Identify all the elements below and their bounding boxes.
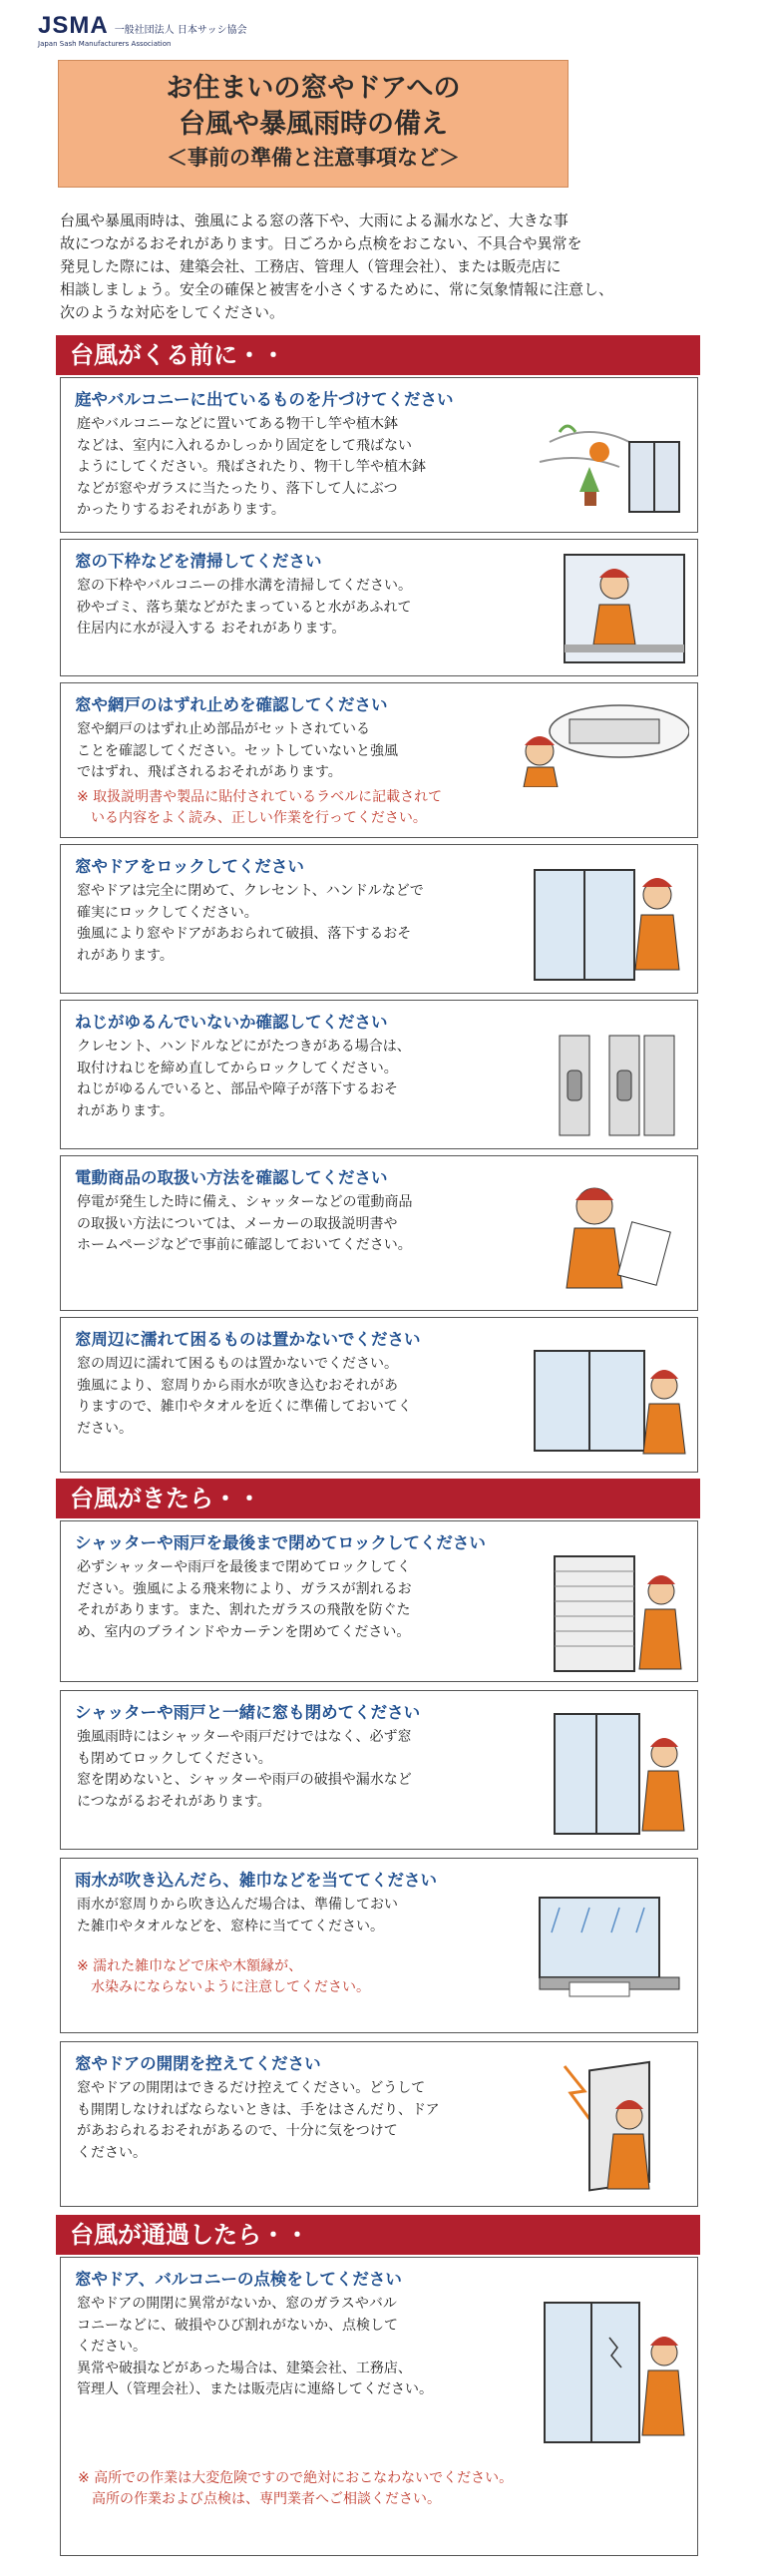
card-title: 窓やドアをロックしてください xyxy=(75,857,304,876)
card-title: シャッターや雨戸と一緒に窓も閉めてください xyxy=(75,1703,421,1722)
lock-window-illustration xyxy=(530,865,689,985)
org-name-en: Japan Sash Manufacturers Association xyxy=(38,40,172,48)
card-body xyxy=(77,414,426,522)
window-towel-illustration xyxy=(530,1346,689,1466)
final-note-line: 高所の作業および点検は、専門業者へご相談ください。 xyxy=(92,2491,441,2507)
title-line3: ＜事前の準備と注意事項など＞ xyxy=(167,146,460,170)
flying-plant-illustration xyxy=(530,412,689,528)
card-title: 窓や網戸のはずれ止めを確認してください xyxy=(75,695,388,714)
card-title: 電動商品の取扱い方法を確認してください xyxy=(75,1168,388,1187)
card-line: れがあります。 xyxy=(77,947,174,964)
card-line: 窓やドアの開閉はできるだけ控えてください。どうして xyxy=(77,2080,426,2096)
card-line: コニーなどに、破損やひび割れがないか、点検して xyxy=(77,2317,398,2334)
card-line: 庭やバルコニーなどに置いてある物干し竿や植木鉢 xyxy=(77,416,398,432)
card-electric-products xyxy=(60,1155,698,1311)
card-title: 窓やドア、バルコニーの点検をしてください xyxy=(75,2270,402,2289)
card-line: も閉めてロックしてください。 xyxy=(77,1750,272,1767)
card-wet-items xyxy=(60,1317,698,1473)
card-line: 窓や網戸のはずれ止め部品がセットされている xyxy=(77,721,370,737)
card-line: ださい。強風による飛来物により、ガラスが割れるお xyxy=(77,1580,412,1597)
card-line: 管理人（管理会社）、または販売店に連絡してください。 xyxy=(77,2381,433,2397)
intro-line: 次のような対応をしてください。 xyxy=(60,303,285,321)
note-line: ※ 取扱説明書や製品に貼付されているラベルに記載されて xyxy=(77,789,443,805)
card-line: ください。 xyxy=(77,2339,147,2355)
card-line: 異常や破損などがあった場合は、建築会社、工務店、 xyxy=(77,2360,412,2376)
final-note xyxy=(78,2468,686,2510)
intro-paragraph xyxy=(60,210,698,324)
card-check-screws xyxy=(60,1000,698,1149)
inspection-illustration xyxy=(540,2298,689,2447)
card-close-windows-too xyxy=(60,1690,698,1850)
card-line: の取扱い方法については、メーカーの取扱説明書や xyxy=(77,1215,398,1232)
card-body xyxy=(77,1895,398,1937)
card-line: 強風により窓やドアがあおられて破損、落下するおそ xyxy=(77,926,412,942)
card-line: ようにしてください。飛ばされたり、物干し竿や植木鉢 xyxy=(77,459,426,475)
screw-handle-illustration xyxy=(550,1031,689,1140)
card-line: があおられるおそれがあるので、十分に気をつけて xyxy=(77,2123,398,2139)
card-title: シャッターや雨戸を最後まで閉めてロックしてください xyxy=(75,1533,486,1552)
card-body xyxy=(77,1557,412,1643)
card-line: 窓やドアは完全に閉めて、クレセント、ハンドルなどで xyxy=(77,883,424,899)
card-body xyxy=(77,881,424,967)
card-line: 雨水が窓周りから吹き込んだ場合は、準備しておい xyxy=(77,1897,398,1913)
card-line: りますので、雑巾やタオルを近くに準備しておいてく xyxy=(77,1399,412,1415)
final-note-line: ※ 高所での作業は大変危険ですので絶対におこなわないでください。 xyxy=(78,2470,514,2486)
card-line: 窓の周辺に濡れて困るものは置かないでください。 xyxy=(77,1356,398,1372)
card-body xyxy=(77,2294,433,2401)
card-check-stoppers xyxy=(60,682,698,838)
card-line: などが窓やガラスに当たったり、落下して人にぶつ xyxy=(77,480,398,497)
card-title: 窓やドアの開閉を控えてください xyxy=(75,2054,321,2073)
card-title: ねじがゆるんでいないか確認してください xyxy=(75,1013,388,1032)
card-line: 停電が発生した時に備え、シャッターなどの電動商品 xyxy=(77,1194,413,1210)
card-title: 庭やバルコニーに出ているものを片づけてください xyxy=(75,390,454,409)
card-body xyxy=(77,1727,412,1813)
card-line: 必ずシャッターや雨戸を最後まで閉めてロックしてく xyxy=(77,1559,411,1575)
jsma-logo: JSMA xyxy=(38,12,109,39)
section-after-band: 台風が通過したら・・ xyxy=(56,2215,700,2255)
shutter-illustration xyxy=(550,1551,689,1676)
card-line: 窓の下枠やバルコニーの排水溝を清掃してください。 xyxy=(77,578,412,594)
card-line: などは、室内に入れるかしっかり固定をして飛ばない xyxy=(77,437,412,454)
card-avoid-opening xyxy=(60,2041,698,2207)
card-line: それがあります。また、割れたガラスの飛散を防ぐた xyxy=(77,1602,411,1618)
card-body xyxy=(77,2078,440,2164)
card-line: 強風雨時にはシャッターや雨戸だけではなく、必ず窓 xyxy=(77,1729,412,1745)
card-line: クレセント、ハンドルなどにがたつきがある場合は、 xyxy=(77,1039,411,1055)
card-line: 砂やゴミ、落ち葉などがたまっていると水があふれて xyxy=(77,599,412,616)
card-rain-towels xyxy=(60,1858,698,2033)
card-line: 確実にロックしてください。 xyxy=(77,904,258,921)
card-line: め、室内のブラインドやカーテンを閉めてください。 xyxy=(77,1623,411,1640)
card-body xyxy=(77,719,398,784)
title-line2: 台風や暴風雨時の備え xyxy=(179,109,448,140)
card-tidy-garden xyxy=(60,377,698,533)
card-clean-sill xyxy=(60,539,698,676)
card-inspection xyxy=(60,2257,698,2556)
wind-door-illustration xyxy=(550,2056,689,2201)
card-line: ホームページなどで事前に確認しておいてください。 xyxy=(77,1237,412,1253)
card-body xyxy=(77,576,412,641)
card-body xyxy=(77,1354,412,1440)
card-title: 窓の下枠などを清掃してください xyxy=(75,552,322,571)
card-line: 強風により、窓周りから雨水が吹き込むおそれがあ xyxy=(77,1377,398,1394)
section-during-band: 台風がきたら・・ xyxy=(56,1479,700,1518)
card-line: れがあります。 xyxy=(77,1102,174,1119)
card-line: た雑巾やタオルなどを、窓枠に当ててください。 xyxy=(77,1918,384,1934)
section-before-band: 台風がくる前に・・ xyxy=(56,335,700,375)
rain-towel-illustration xyxy=(530,1893,689,2022)
card-line: 窓を閉めないと、シャッターや雨戸の破損や漏水など xyxy=(77,1772,412,1788)
intro-line: 相談しましょう。安全の確保と被害を小さくするために、常に気象情報に注意し、 xyxy=(60,280,614,298)
intro-line: 故につながるおそれがあります。日ごろから点検をおこない、不具合や異常を xyxy=(60,234,582,252)
card-note xyxy=(77,787,442,829)
org-name: 一般社団法人 日本サッシ協会 xyxy=(114,25,247,36)
card-title: 雨水が吹き込んだら、雑巾などを当ててください xyxy=(75,1871,437,1890)
card-title: 窓周辺に濡れて困るものは置かないでください xyxy=(75,1330,421,1349)
title-line1: お住まいの窓やドアへの xyxy=(166,73,461,104)
stopper-check-illustration xyxy=(500,701,689,787)
card-close-shutters xyxy=(60,1520,698,1682)
title-box xyxy=(58,60,569,188)
card-note xyxy=(77,1956,370,1998)
card-line: につながるおそれがあります。 xyxy=(77,1793,271,1810)
intro-line: 発見した際には、建築会社、工務店、管理人（管理会社）、または販売店に xyxy=(60,257,562,275)
card-line: ではずれ、飛ばされるおそれがあります。 xyxy=(77,764,342,780)
header xyxy=(38,14,247,48)
card-line: ことを確認してください。セットしていないと強風 xyxy=(77,742,398,759)
manual-reading-illustration xyxy=(540,1166,679,1306)
card-line: も開閉しなければならないときは、手をはさんだり、ドア xyxy=(77,2101,440,2118)
note-line: ※ 濡れた雑巾などで床や木額縁が、 xyxy=(77,1958,303,1974)
shutter-window-illustration xyxy=(550,1709,689,1839)
intro-line: 台風や暴風雨時は、強風による窓の落下や、大雨による漏水など、大きな事 xyxy=(60,212,569,229)
card-line: かったりするおそれがあります。 xyxy=(77,502,285,518)
card-line: 住居内に水が浸入する おそれがあります。 xyxy=(77,621,346,637)
cleaning-woman-illustration xyxy=(560,550,689,667)
note-line: いる内容をよく読み、正しい作業を行ってください。 xyxy=(91,810,427,826)
card-line: ださい。 xyxy=(77,1420,133,1437)
card-line: 取付けねじを締め直してからロックしてください。 xyxy=(77,1060,398,1076)
card-line: ねじがゆるんでいると、部品や障子が落下するおそ xyxy=(77,1081,398,1097)
card-body xyxy=(77,1192,413,1257)
card-lock-windows xyxy=(60,844,698,994)
card-body xyxy=(77,1037,411,1122)
note-line: 水染みにならないように注意してください。 xyxy=(91,1979,370,1995)
card-line: 窓やドアの開閉に異常がないか、窓のガラスやバル xyxy=(77,2296,397,2312)
card-line: ください。 xyxy=(77,2144,147,2161)
